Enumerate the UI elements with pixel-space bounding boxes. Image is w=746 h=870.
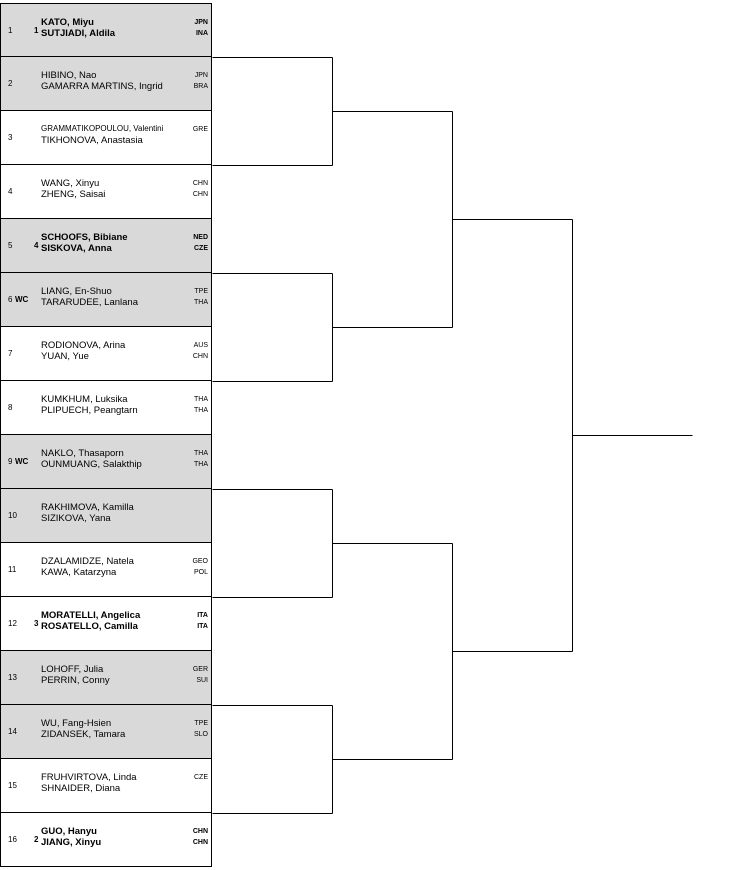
draw-position: 5: [8, 241, 13, 250]
player-nationality: BRA: [193, 83, 208, 90]
draw-entry: [0, 381, 212, 435]
player-nationality: CHN: [192, 828, 208, 835]
player-name: KATO, Miyu: [41, 17, 94, 28]
draw-position: 8: [8, 403, 13, 412]
player-nationality: JPN: [194, 72, 208, 79]
player-nationality: ITA: [197, 612, 208, 619]
draw-entry: [0, 219, 212, 273]
player-name: NAKLO, Thasaporn: [41, 448, 124, 459]
draw-entry: [0, 327, 212, 381]
player-nationality: CHN: [192, 353, 208, 360]
draw-position: 15: [8, 781, 17, 790]
wildcard-label: WC: [15, 457, 29, 466]
draw-position: 16: [8, 835, 17, 844]
player-nationality: SUI: [196, 677, 208, 684]
player-nationality: CZE: [194, 245, 208, 252]
draw-position: 6: [8, 295, 13, 304]
player-name: SHNAIDER, Diana: [41, 783, 121, 794]
player-name: YUAN, Yue: [41, 351, 89, 362]
player-nationality: INA: [195, 30, 208, 37]
player-name: SIZIKOVA, Yana: [41, 513, 111, 524]
player-nationality: GER: [192, 666, 208, 673]
draw-entry: [0, 651, 212, 705]
player-name: OUNMUANG, Salakthip: [41, 459, 142, 470]
player-nationality: TPE: [194, 720, 208, 727]
player-nationality: ITA: [197, 623, 208, 630]
draw-position: 7: [8, 349, 13, 358]
player-name: WANG, Xinyu: [41, 178, 100, 189]
draw-entry: [0, 57, 212, 111]
player-nationality: THA: [194, 461, 208, 468]
draw-entry: [0, 489, 212, 543]
draw-position: 14: [8, 727, 17, 736]
player-name: RODIONOVA, Arina: [41, 340, 126, 351]
draw-position: 1: [8, 26, 13, 35]
draw-entry: [0, 597, 212, 651]
player-name: JIANG, Xinyu: [41, 837, 102, 848]
player-name: DZALAMIDZE, Natela: [41, 556, 134, 567]
draw-position: 2: [8, 79, 13, 88]
draw-entry: [0, 543, 212, 597]
player-name: ZHENG, Saisai: [41, 189, 106, 200]
player-name: SISKOVA, Anna: [41, 243, 112, 254]
seed-number: 2: [34, 835, 39, 844]
player-nationality: GRE: [192, 126, 208, 133]
player-name: LOHOFF, Julia: [41, 664, 104, 675]
player-name: WU, Fang-Hsien: [41, 718, 112, 729]
player-nationality: CHN: [192, 180, 208, 187]
player-name: GRAMMATIKOPOULOU, Valentini: [41, 124, 164, 133]
draw-position: 10: [8, 511, 17, 520]
draw-entry: [0, 813, 212, 867]
wildcard-label: WC: [15, 295, 29, 304]
draw-entry: [0, 3, 212, 57]
player-nationality: THA: [194, 396, 208, 403]
draw-entry: [0, 165, 212, 219]
player-nationality: NED: [193, 234, 208, 241]
player-name: ZIDANSEK, Tamara: [41, 729, 126, 740]
draw-position: 9: [8, 457, 13, 466]
player-name: GUO, Hanyu: [41, 826, 97, 837]
player-nationality: THA: [194, 450, 208, 457]
draw-entry: [0, 111, 212, 165]
draw-entry: [0, 759, 212, 813]
draw-entry: [0, 435, 212, 489]
draw-entry: [0, 705, 212, 759]
player-name: PERRIN, Conny: [41, 675, 110, 686]
player-name: FRUHVIRTOVA, Linda: [41, 772, 137, 783]
player-name: MORATELLI, Angelica: [41, 610, 141, 621]
seed-number: 3: [34, 619, 39, 628]
draw-position: 12: [8, 619, 17, 628]
seed-number: 1: [34, 26, 39, 35]
player-nationality: SLO: [193, 731, 208, 738]
draw-position: 13: [8, 673, 17, 682]
seed-number: 4: [34, 241, 39, 250]
draw-position: 11: [8, 565, 17, 574]
player-nationality: TPE: [194, 288, 208, 295]
player-name: TARARUDEE, Lanlana: [41, 297, 138, 308]
player-nationality: AUS: [193, 342, 208, 349]
player-name: HIBINO, Nao: [41, 70, 97, 81]
player-name: KAWA, Katarzyna: [41, 567, 117, 578]
player-name: RAKHIMOVA, Kamilla: [41, 502, 134, 513]
draw-entry: [0, 273, 212, 327]
player-name: KUMKHUM, Luksika: [41, 394, 128, 405]
player-name: TIKHONOVA, Anastasia: [41, 135, 143, 146]
player-name: SCHOOFS, Bibiane: [41, 232, 128, 243]
player-name: GAMARRA MARTINS, Ingrid: [41, 81, 163, 92]
player-name: SUTJIADI, Aldila: [41, 28, 116, 39]
player-nationality: POL: [193, 569, 208, 576]
draw-position: 3: [8, 133, 13, 142]
player-nationality: JPN: [194, 19, 208, 26]
player-name: PLIPUECH, Peangtarn: [41, 405, 138, 416]
player-name: LIANG, En-Shuo: [41, 286, 112, 297]
player-nationality: CHN: [192, 839, 208, 846]
player-nationality: THA: [194, 299, 208, 306]
player-nationality: THA: [194, 407, 208, 414]
player-nationality: CZE: [194, 774, 208, 781]
player-name: ROSATELLO, Camilla: [41, 621, 138, 632]
player-nationality: GEO: [192, 558, 208, 565]
draw-position: 4: [8, 187, 13, 196]
player-nationality: CHN: [192, 191, 208, 198]
